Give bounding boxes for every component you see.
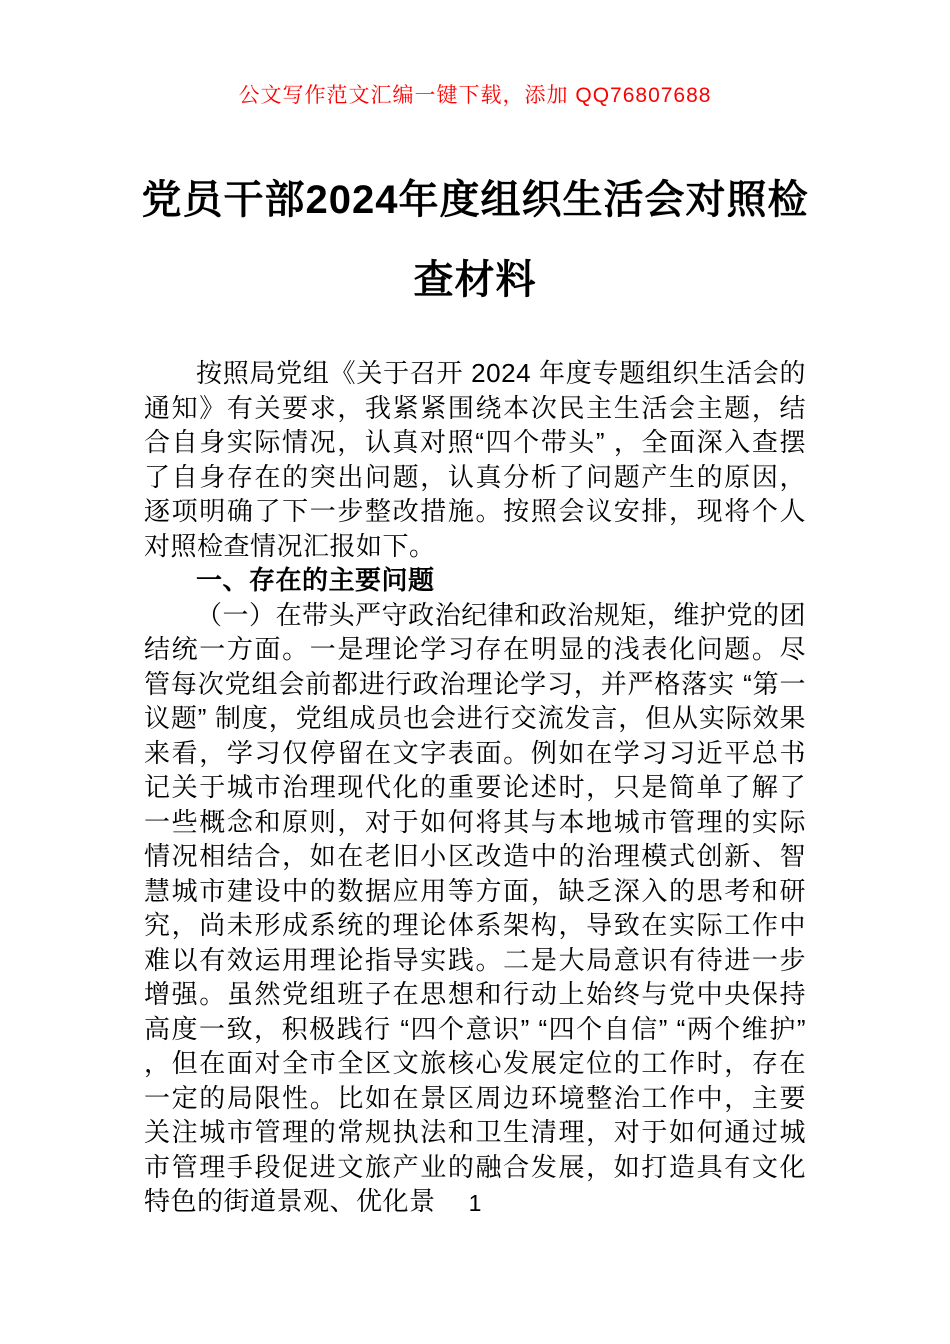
section-heading-main-problems: 一、存在的主要问题: [196, 565, 435, 595]
document-body: [144, 356, 806, 1219]
page-number: 1: [468, 1190, 482, 1216]
paragraph-intro: 按照局党组《关于召开 2024 年度专题组织生活会的通知》有关要求，我紧紧围绕本次民主生活会主题，结合自身实际情况，认真对照“四个带头” ，全面深入查摆了自身存在的突出问题，认真分析了问题产生的原因，逐项明确了下一步整改措施。按照会议安排，现将个人对照检查情况汇报如下。: [144, 358, 806, 561]
paragraph-section-one: （一）在带头严守政治纪律和政治规矩，维护党的团结统一方面。一是理论学习存在明显的浅表化问题。尽管每次党组会前都进行政治理论学习，并严格落实 “第一议题” 制度，党组成员也会进行交流发言，但从实际效果来看，学习仅停留在文字表面。例如在学习习近平总书记关于城市治理现代化的重要论述时，只是简单了解了一些概念和原则，对于如何将其与本地城市管理的实际情况相结合，如在老旧小区改造中的治理模式创新、智慧城市建设中的数据应用等方面，缺乏深入的思考和研究，尚未形成系统的理论体系架构，导致在实际工作中难以有效运用理论指导实践。二是大局意识有待进一步增强。虽然党组班子在思想和行动上始终与党中央保持高度一致，积极践行 “四个意识” “四个自信” “两个维护” ，但在面对全市全区文旅核心发展定位的工作时，存在一定的局限性。比如在景区周边环境整治工作中，主要关注城市管理的常规执法和卫生清理，对于如何通过城市管理手段促进文旅产业的融合发展，如打造具有文化特色的街道景观、优化景: [144, 599, 806, 1216]
header-notice: 公文写作范文汇编一键下载，添加 QQ76807688: [238, 84, 712, 107]
document-title: 党员干部2024年度组织生活会对照检查材料: [141, 178, 809, 302]
